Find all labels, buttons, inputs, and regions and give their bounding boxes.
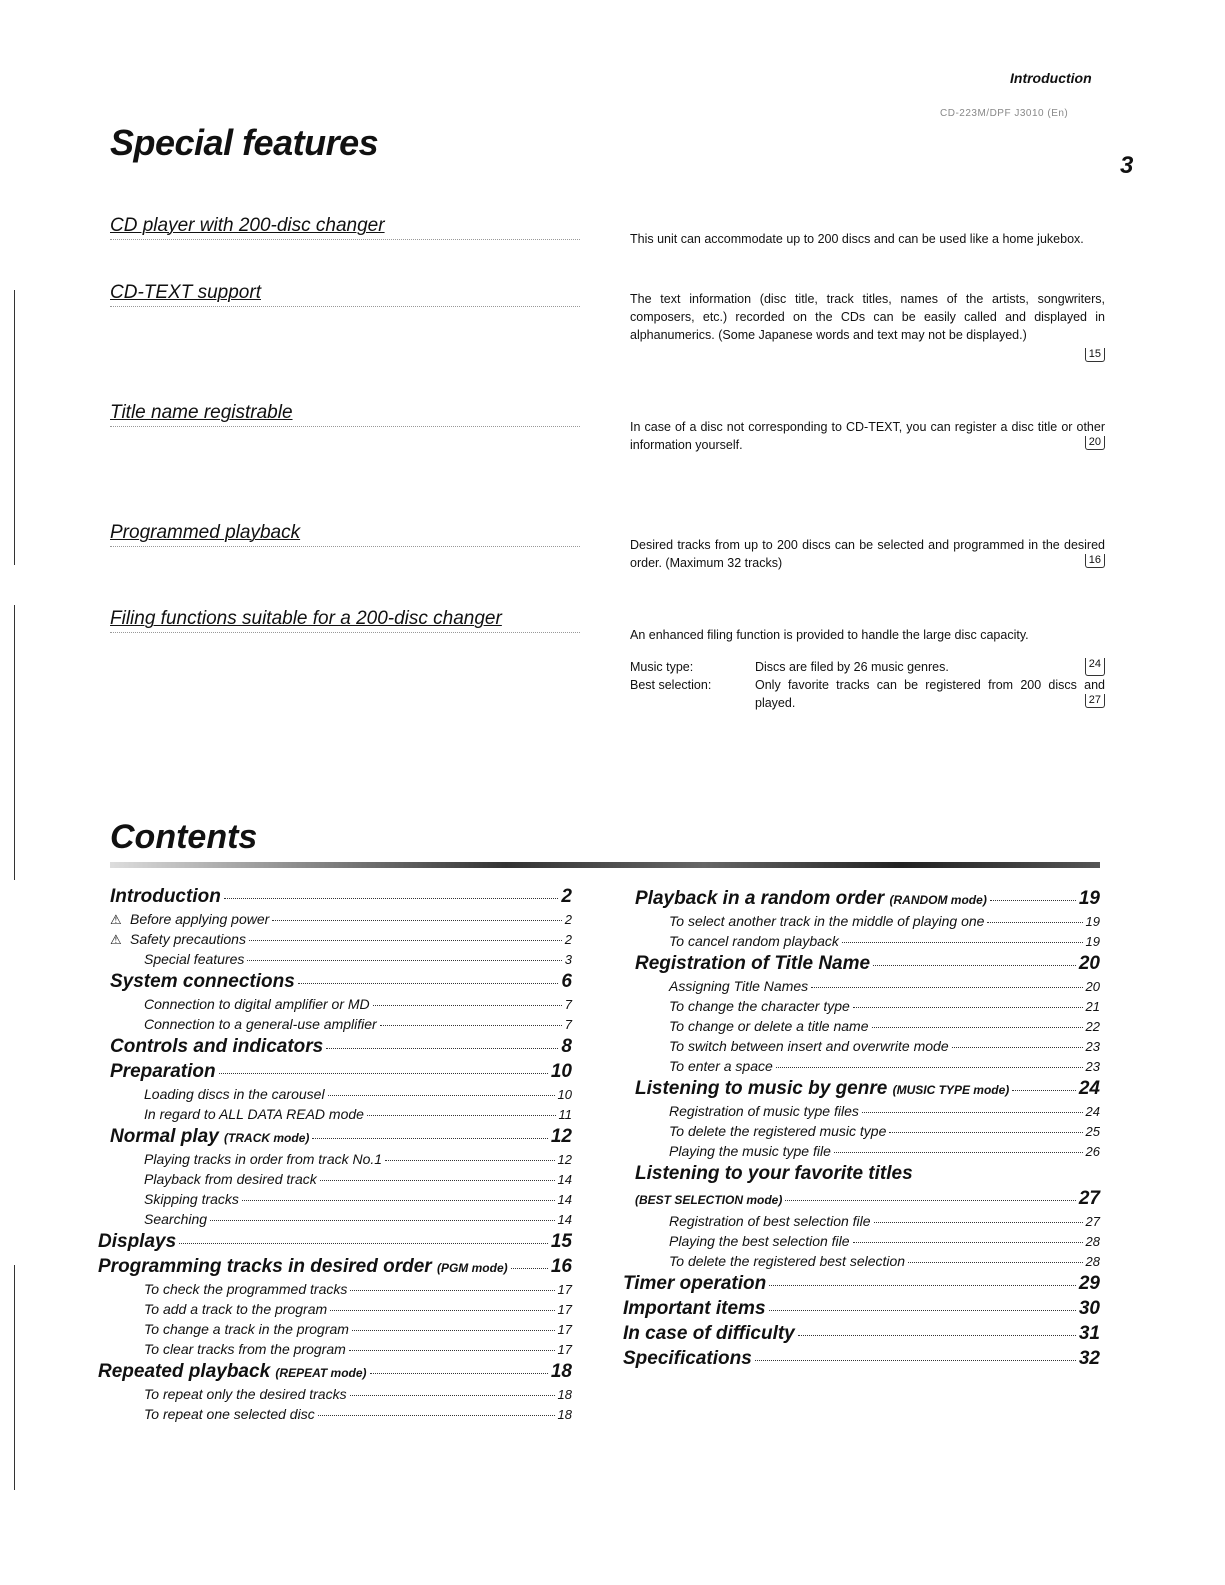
filing-table: Music type: Discs are filed by 26 music genres. 24 Best selection: Only favorite tracks can be registered from 200 discs and played. 27 [630,658,1105,710]
toc-entry-text: Playing the best selection file [669,1233,850,1249]
dot-leader [179,1243,548,1244]
toc-page-number: 19 [1078,888,1100,909]
toc-page-number: 27 [1078,1188,1100,1209]
toc-entry-text: Programming tracks in desired order [98,1256,432,1277]
toc-mode: (PGM mode) [436,1261,508,1275]
toc-entry[interactable] [144,1084,572,1104]
feature-title: Programmed playback [110,522,580,547]
toc-page-number: 24 [1078,1078,1100,1099]
toc-entry-label [635,1076,1009,1103]
contents-title: Contents [110,818,258,856]
toc-entry-text: Connection to a general-use amplifier [144,1016,377,1032]
toc-entry[interactable] [623,1271,1100,1296]
toc-entry-text: Listening to your favorite titles [635,1163,913,1184]
toc-entry-label [144,1084,325,1104]
toc-entry-text: Playback from desired track [144,1171,317,1187]
toc-entry[interactable] [669,1211,1100,1231]
toc-entry-label [144,1404,315,1424]
dot-leader [219,1073,548,1074]
warning-icon: ⚠ [110,912,122,927]
page-title: Special features [110,122,379,163]
toc-entry-label [144,1299,327,1319]
toc-entry-label [144,1169,317,1189]
toc-entry-label [144,1209,207,1229]
toc-entry[interactable] [144,1319,572,1339]
page-number: 3 [1120,152,1134,179]
toc-entry-label [98,1359,367,1386]
toc-entry[interactable] [635,1186,1100,1211]
contents-divider [110,862,1100,868]
dot-leader [853,1007,1083,1008]
toc-entry[interactable] [635,951,1100,976]
toc-entry-label [144,1149,382,1169]
toc-entry-label [144,1104,364,1124]
toc-entry[interactable] [635,1161,1100,1186]
toc-entry-text: To select another track in the middle of playing one [669,913,985,929]
toc-entry-text: Normal play [110,1126,219,1147]
toc-entry[interactable] [144,1014,572,1034]
toc-page-number: 14 [557,1172,572,1187]
toc-entry-text: To change or delete a title name [669,1018,869,1034]
dot-leader [350,1290,554,1291]
feature-description: An enhanced filing function is provided to handle the large disc capacity. Music type: Discs are filed by 26 music genres. 24 Best selection: Only favorite tracks can be registered from 200 discs and played. 27 [630,628,1105,710]
toc-page-number: 18 [557,1387,572,1402]
toc-page-number: 10 [557,1087,572,1102]
toc-page-number: 25 [1085,1124,1100,1139]
dot-leader [874,1222,1083,1223]
toc-entry[interactable] [669,1231,1100,1251]
toc-page-number: 31 [1078,1323,1100,1344]
dot-leader [842,942,1083,943]
dot-leader [511,1268,548,1269]
feature-title: Title name registrable [110,402,580,427]
toc-page-number: 30 [1078,1298,1100,1319]
warning-icon: ⚠ [110,932,122,947]
toc-entry-label [98,1229,176,1254]
toc-entry[interactable] [144,1384,572,1404]
dot-leader [908,1262,1082,1263]
toc-page-number: 23 [1085,1059,1100,1074]
toc-mode: (BEST SELECTION mode) [635,1193,783,1207]
toc-page-number: 20 [1085,979,1100,994]
toc-entry-text: Connection to digital amplifier or MD [144,996,370,1012]
toc-entry-label [110,929,246,950]
toc-entry-label [623,1271,766,1296]
feature-description: This unit can accommodate up to 200 discs and can be used like a home jukebox. [630,232,1084,246]
toc-entry[interactable] [144,994,572,1014]
toc-entry[interactable] [110,884,572,909]
dot-leader [834,1152,1083,1153]
toc-entry-label [669,1211,871,1231]
toc-entry-label [98,1254,508,1281]
toc-entry-label [669,911,984,931]
toc-page-number: 7 [564,997,572,1012]
dot-leader [798,1335,1076,1336]
dot-leader [862,1112,1083,1113]
toc-page-number: 2 [564,912,572,927]
toc-entry[interactable] [144,1279,572,1299]
toc-entry-label [110,969,295,994]
toc-page-number: 18 [557,1407,572,1422]
toc-page-number: 17 [557,1322,572,1337]
toc-entry[interactable] [669,1036,1100,1056]
dot-leader [769,1285,1076,1286]
toc-page-number: 32 [1078,1348,1100,1369]
toc-page-number: 8 [561,1036,572,1057]
toc-entry-text: To change the character type [669,998,850,1014]
toc-entry-label [144,994,370,1014]
toc-page-number: 28 [1085,1234,1100,1249]
toc-entry-text: Listening to music by genre [635,1078,888,1099]
toc-entry[interactable] [669,976,1100,996]
toc-entry-label [635,886,987,913]
toc-entry-text: To cancel random playback [669,933,839,949]
toc-entry-label [110,1124,309,1151]
toc-entry[interactable] [669,996,1100,1016]
dot-leader [385,1160,554,1161]
dot-leader [247,960,561,961]
dot-leader [755,1360,1076,1361]
document-code: CD-223M/DPF J3010 (En) [940,108,1069,119]
section-header: Introduction [1010,70,1092,86]
dot-leader [312,1138,547,1139]
toc-entry-text: To repeat only the desired tracks [144,1386,347,1402]
toc-page-number: 26 [1085,1144,1100,1159]
toc-entry[interactable] [110,1059,572,1084]
toc-mode: (MUSIC TYPE mode) [892,1083,1010,1097]
toc-entry[interactable] [110,1034,572,1059]
toc-entry[interactable] [98,1254,572,1279]
toc-entry-text: Playing tracks in order from track No.1 [144,1151,383,1167]
toc-mode: (REPEAT mode) [275,1366,367,1380]
toc-entry-label [623,1321,795,1346]
toc-entry[interactable] [669,911,1100,931]
toc-entry-label [110,1059,216,1084]
toc-page-number: 15 [550,1231,572,1252]
toc-page-number: 11 [558,1107,572,1122]
toc-entry-label [623,1346,752,1371]
dot-leader [872,1027,1083,1028]
toc-entry-label [144,1384,347,1404]
toc-page-number: 28 [1085,1254,1100,1269]
toc-entry-text: Timer operation [623,1273,767,1294]
toc-page-number: 7 [564,1017,572,1032]
toc-entry[interactable] [144,1299,572,1319]
toc-entry[interactable] [623,1346,1100,1371]
dot-leader [318,1415,555,1416]
toc-entry[interactable] [98,1229,572,1254]
toc-right-column [623,886,1100,1371]
toc-page-number: 3 [564,952,572,967]
toc-entry-text: To clear tracks from the program [144,1341,346,1357]
toc-entry-label [144,1189,239,1209]
dot-leader [320,1180,555,1181]
dot-leader [352,1330,555,1331]
dot-leader [224,898,559,899]
toc-entry-text: Before applying power [130,911,270,927]
toc-entry-label [669,1121,886,1141]
dot-leader [298,983,559,984]
toc-page-number: 6 [561,971,572,992]
toc-entry[interactable] [144,949,572,969]
toc-entry[interactable] [635,1076,1100,1101]
toc-entry[interactable] [669,1121,1100,1141]
toc-page-number: 22 [1085,1019,1100,1034]
toc-entry-text: Skipping tracks [144,1191,239,1207]
toc-entry-text: To delete the registered music type [669,1123,887,1139]
toc-entry-text: To delete the registered best selection [669,1253,906,1269]
toc-page-number: 19 [1085,934,1100,949]
toc-page-number: 16 [550,1256,572,1277]
toc-entry-text: Displays [98,1231,177,1252]
page-edge-mark [0,290,15,565]
toc-page-number: 27 [1085,1214,1100,1229]
page-ref: 15 [1085,348,1105,362]
toc-entry[interactable] [144,1209,572,1229]
toc-entry-label [144,1279,347,1299]
dot-leader [873,965,1076,966]
toc-entry[interactable] [110,929,572,949]
toc-entry[interactable] [144,1149,572,1169]
toc-entry[interactable] [144,1104,572,1124]
toc-entry[interactable] [669,1056,1100,1076]
dot-leader [776,1067,1083,1068]
dot-leader [242,1200,555,1201]
toc-mode: (TRACK mode) [224,1131,310,1145]
toc-entry-label [669,1101,859,1121]
toc-entry[interactable] [623,1321,1100,1346]
toc-entry[interactable] [144,1339,572,1359]
toc-entry-label [669,931,839,951]
toc-entry-label [144,949,244,969]
dot-leader [210,1220,554,1221]
page-ref: 24 [1085,658,1105,676]
toc-entry-label [669,996,850,1016]
toc-entry-label [110,884,221,909]
toc-entry-text: Registration of Title Name [635,953,871,974]
dot-leader [373,1005,562,1006]
page-ref: 27 [1085,694,1105,708]
dot-leader [326,1048,558,1049]
toc-entry-text: In regard to ALL DATA READ mode [144,1106,364,1122]
toc-entry-text: Registration of music type files [669,1103,859,1119]
toc-page-number: 14 [557,1212,572,1227]
toc-entry-text: Preparation [110,1061,216,1082]
toc-entry-label [669,1056,773,1076]
dot-leader [380,1025,562,1026]
toc-page-number: 20 [1078,953,1100,974]
toc-entry-text: Loading discs in the carousel [144,1086,325,1102]
toc-entry-text: To change a track in the program [144,1321,349,1337]
toc-entry-text: Safety precautions [130,931,246,947]
dot-leader [272,920,561,921]
toc-entry-label [635,951,870,976]
page-edge-mark [0,605,15,880]
dot-leader [889,1132,1082,1133]
toc-entry-text: To enter a space [669,1058,773,1074]
dot-leader [367,1115,556,1116]
toc-entry-label [144,1014,377,1034]
dot-leader [811,987,1082,988]
toc-entry[interactable] [623,1296,1100,1321]
toc-entry-text: Controls and indicators [110,1036,324,1057]
toc-entry[interactable] [98,1359,572,1384]
toc-entry[interactable] [669,1101,1100,1121]
toc-entry[interactable] [144,1189,572,1209]
toc-entry-text: Important items [623,1298,766,1319]
toc-page-number: 19 [1085,914,1100,929]
toc-entry-label [110,909,269,930]
page-ref: 20 [1085,436,1105,450]
toc-entry-text: System connections [110,971,295,992]
toc-entry-text: Playback in a random order [635,888,885,909]
toc-entry-text: To switch between insert and overwrite mode [669,1038,949,1054]
toc-left-column [98,884,572,1424]
toc-page-number: 21 [1085,999,1100,1014]
toc-page-number: 10 [550,1061,572,1082]
dot-leader [328,1095,555,1096]
toc-entry-label [110,1034,323,1059]
toc-entry-label [144,1319,349,1339]
page-ref: 16 [1085,554,1105,568]
toc-entry[interactable] [144,1169,572,1189]
toc-entry[interactable] [110,969,572,994]
toc-entry[interactable] [110,1124,572,1149]
toc-entry-label [623,1296,766,1321]
dot-leader [853,1242,1083,1243]
toc-page-number: 2 [561,886,572,907]
toc-entry-label [669,1141,831,1161]
toc-entry-text: To add a track to the program [144,1301,328,1317]
feature-description: In case of a disc not corresponding to CD-TEXT, you can register a disc title or other information yourself. 20 [630,420,1105,452]
toc-entry-text: In case of difficulty [623,1323,795,1344]
toc-entry[interactable] [669,1141,1100,1161]
toc-mode: (RANDOM mode) [889,893,987,907]
dot-leader [1012,1090,1076,1091]
toc-entry-label [669,1036,949,1056]
dot-leader [249,940,562,941]
dot-leader [785,1200,1076,1201]
feature-title: CD-TEXT support [110,282,580,307]
toc-page-number: 17 [557,1342,572,1357]
toc-page-number: 29 [1078,1273,1100,1294]
toc-page-number: 24 [1085,1104,1100,1119]
toc-entry-text: Introduction [110,886,221,907]
toc-entry[interactable] [110,909,572,929]
toc-page-number: 12 [557,1152,572,1167]
feature-description: Desired tracks from up to 200 discs can be selected and programmed in the desired order. (Maximum 32 tracks) 16 [630,538,1105,570]
toc-entry-text: Specifications [623,1348,752,1369]
dot-leader [987,922,1082,923]
toc-entry[interactable] [669,1251,1100,1271]
dot-leader [990,900,1076,901]
toc-entry-text: Special features [144,951,245,967]
feature-title: CD player with 200-disc changer [110,215,580,240]
toc-entry-text: Registration of best selection file [669,1213,871,1229]
dot-leader [370,1373,548,1374]
toc-entry-text: Playing the music type file [669,1143,831,1159]
toc-page-number: 14 [557,1192,572,1207]
toc-entry-text: Searching [144,1211,208,1227]
page-edge-mark [0,1265,15,1490]
dot-leader [350,1395,555,1396]
toc-entry-label [144,1339,346,1359]
toc-entry-label [669,1251,905,1271]
toc-entry[interactable] [144,1404,572,1424]
toc-page-number: 17 [557,1302,572,1317]
toc-entry-text: Repeated playback [98,1361,271,1382]
dot-leader [349,1350,555,1351]
toc-page-number: 12 [550,1126,572,1147]
toc-entry-label [635,1161,913,1186]
toc-page-number: 17 [557,1282,572,1297]
toc-entry-text: To repeat one selected disc [144,1406,315,1422]
toc-entry-label [669,1016,869,1036]
toc-page-number: 18 [550,1361,572,1382]
toc-entry-label [669,976,808,996]
dot-leader [330,1310,554,1311]
feature-description: The text information (disc title, track titles, names of the artists, songwriters, composers, etc.) recorded on the CDs can be easily called and displayed in alphanumerics. (Some Japanese words and text may not be displayed.) 15 [630,292,1105,360]
dot-leader [769,1310,1076,1311]
feature-title: Filing functions suitable for a 200-disc changer [110,608,580,633]
toc-entry[interactable] [669,1016,1100,1036]
toc-entry-text: To check the programmed tracks [144,1281,348,1297]
toc-entry[interactable] [669,931,1100,951]
toc-page-number: 23 [1085,1039,1100,1054]
toc-entry-text: Assigning Title Names [669,978,809,994]
dot-leader [952,1047,1083,1048]
toc-page-number: 2 [564,932,572,947]
toc-entry-label [669,1231,850,1251]
toc-entry[interactable] [635,886,1100,911]
toc-entry-label [635,1186,782,1213]
